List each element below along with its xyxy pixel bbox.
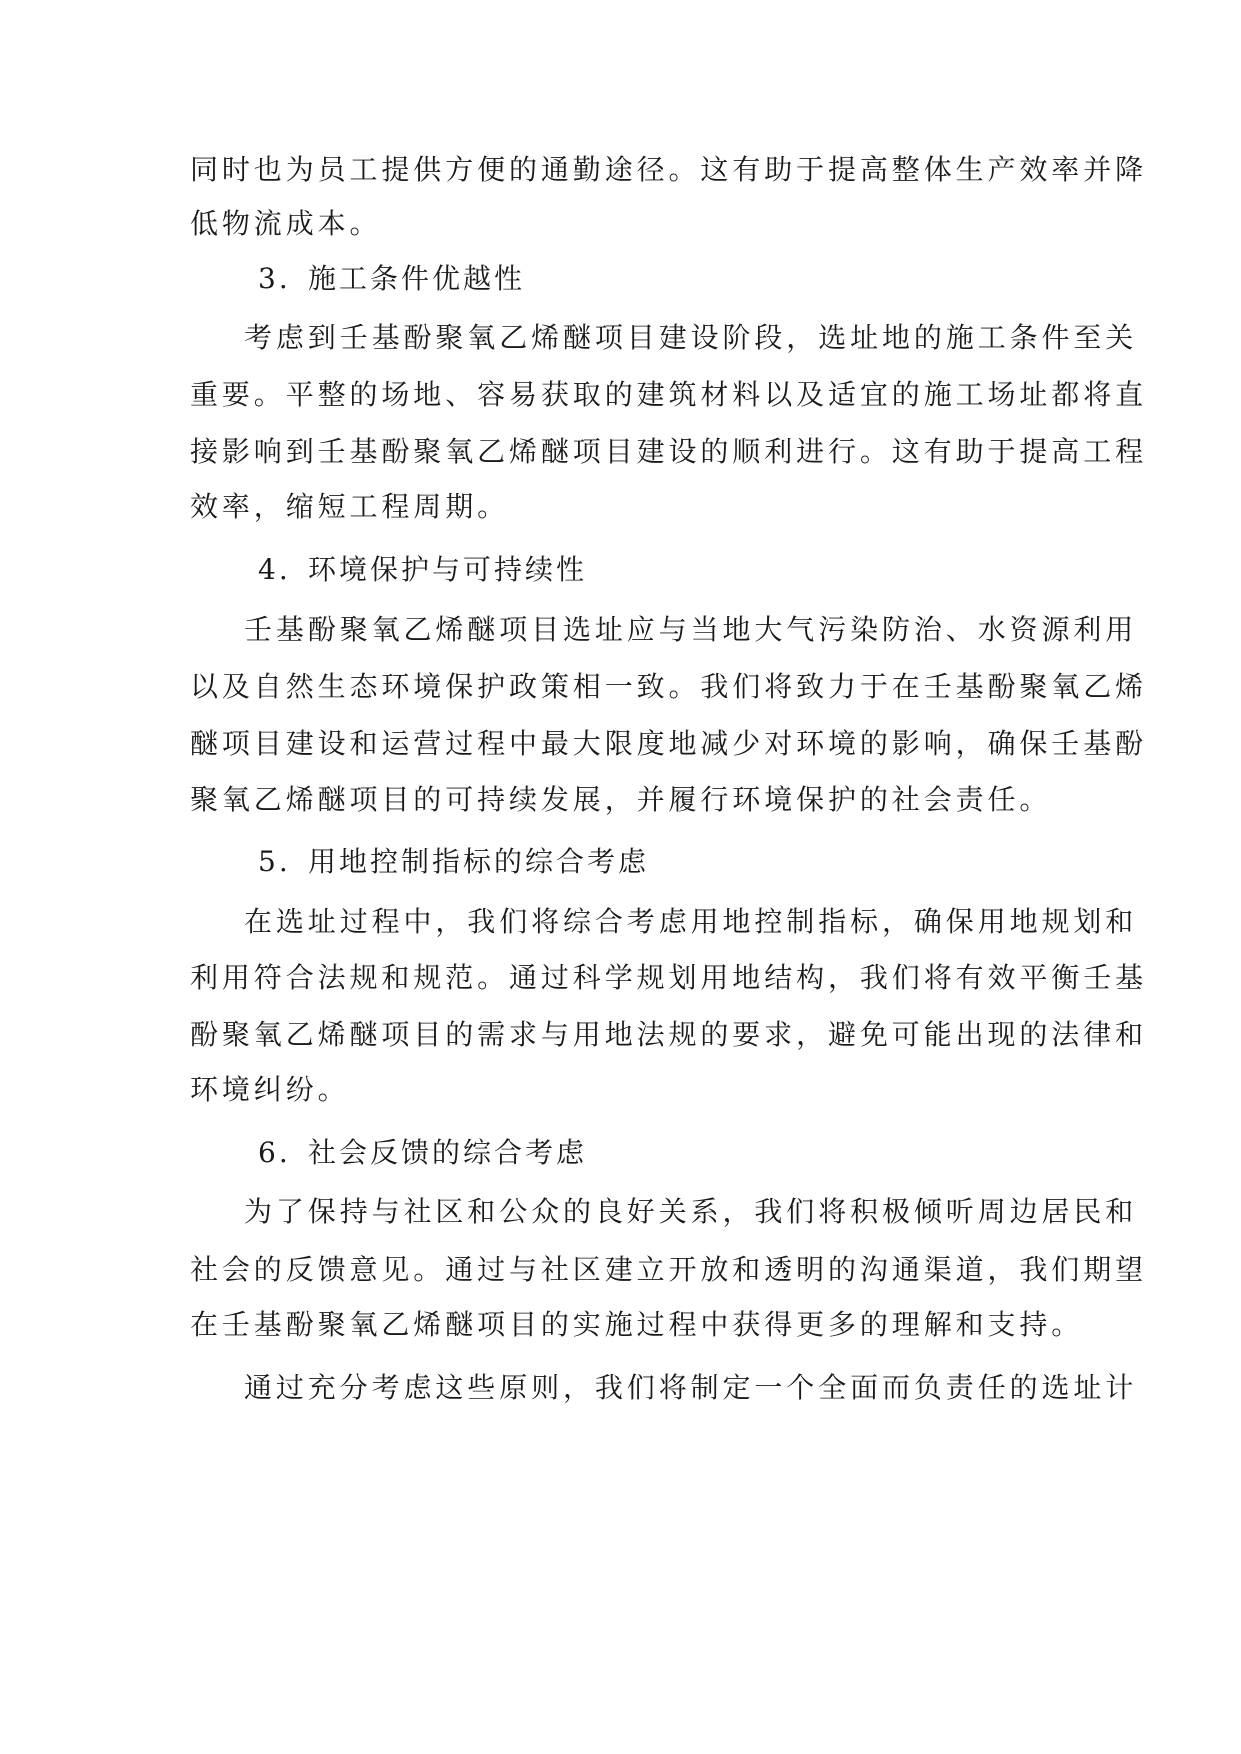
body-line: 社会的反馈意见。通过与社区建立开放和透明的沟通渠道，我们期望 bbox=[190, 1253, 1148, 1286]
section-number: 6. bbox=[258, 1136, 291, 1169]
body-line: 在壬基酚聚氧乙烯醚项目的实施过程中获得更多的理解和支持。 bbox=[190, 1308, 1084, 1341]
body-line: 环境纠纷。 bbox=[190, 1073, 350, 1106]
body-line: 低物流成本。 bbox=[190, 207, 382, 240]
section-heading-3 bbox=[258, 259, 525, 299]
section-title: 环境保护与可持续性 bbox=[308, 553, 588, 586]
section-number: 5. bbox=[258, 845, 291, 878]
paragraph-first-line: 壬基酚聚氧乙烯醚项目选址应与当地大气污染防治、水资源利用 bbox=[244, 613, 1138, 646]
paragraph-first-line: 为了保持与社区和公众的良好关系，我们将积极倾听周边居民和 bbox=[244, 1195, 1138, 1228]
section-number: 3. bbox=[258, 262, 291, 295]
paragraph-first-line: 考虑到壬基酚聚氧乙烯醚项目建设阶段，选址地的施工条件至关 bbox=[244, 321, 1138, 354]
paragraph-first-line: 在选址过程中，我们将综合考虑用地控制指标，确保用地规划和 bbox=[244, 905, 1138, 938]
section-number: 4. bbox=[258, 553, 291, 586]
section-title: 施工条件优越性 bbox=[308, 262, 526, 295]
body-line: 醚项目建设和运营过程中最大限度地减少对环境的影响，确保壬基酚 bbox=[190, 727, 1148, 760]
paragraph-first-line: 通过充分考虑这些原则，我们将制定一个全面而负责任的选址计 bbox=[244, 1371, 1138, 1404]
section-title: 用地控制指标的综合考虑 bbox=[308, 845, 650, 878]
section-heading-4 bbox=[258, 550, 587, 590]
section-heading-6 bbox=[258, 1133, 587, 1173]
section-heading-5 bbox=[258, 842, 649, 882]
body-line: 重要。平整的场地、容易获取的建筑材料以及适宜的施工场址都将直 bbox=[190, 378, 1148, 411]
body-line: 同时也为员工提供方便的通勤途径。这有助于提高整体生产效率并降 bbox=[190, 153, 1148, 186]
body-line: 聚氧乙烯醚项目的可持续发展，并履行环境保护的社会责任。 bbox=[190, 783, 1052, 816]
body-line: 利用符合法规和规范。通过科学规划用地结构，我们将有效平衡壬基 bbox=[190, 961, 1148, 994]
body-line: 以及自然生态环境保护政策相一致。我们将致力于在壬基酚聚氧乙烯 bbox=[190, 670, 1148, 703]
body-line: 酚聚氧乙烯醚项目的需求与用地法规的要求，避免可能出现的法律和 bbox=[190, 1018, 1148, 1051]
body-line: 效率，缩短工程周期。 bbox=[190, 490, 510, 523]
section-title: 社会反馈的综合考虑 bbox=[308, 1136, 588, 1169]
body-line: 接影响到壬基酚聚氧乙烯醚项目建设的顺利进行。这有助于提高工程 bbox=[190, 435, 1148, 468]
